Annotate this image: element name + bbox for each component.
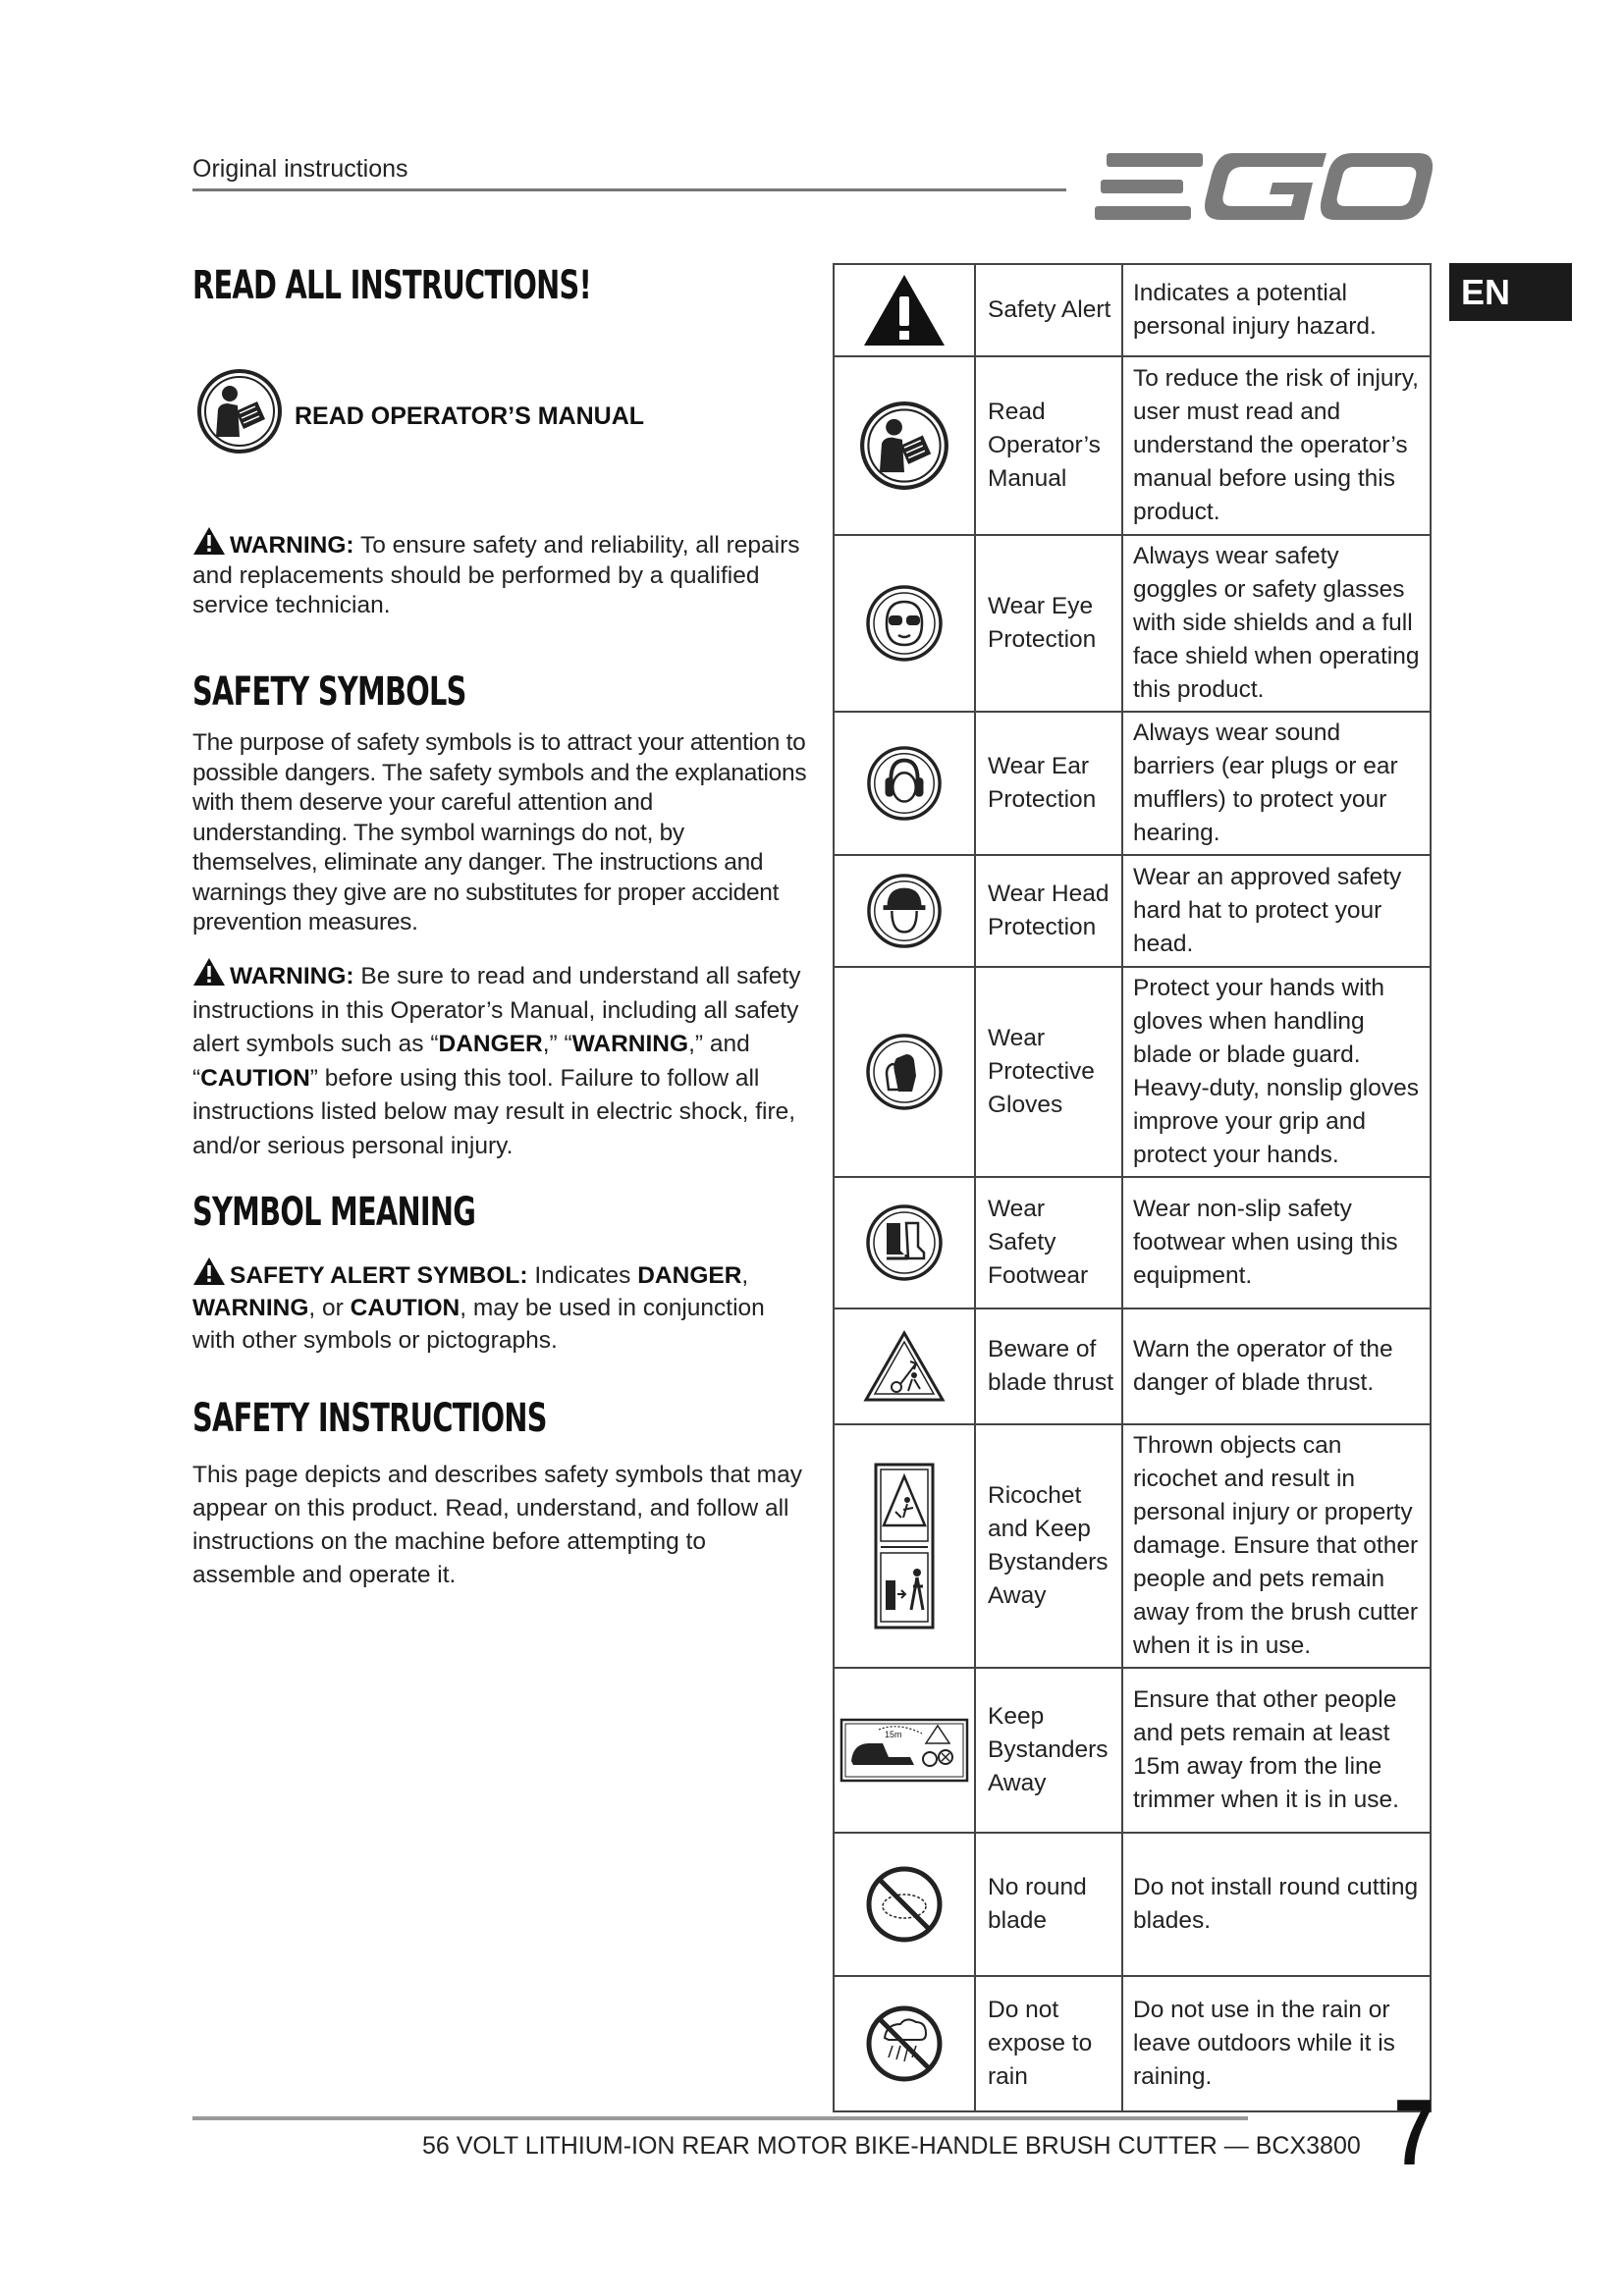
safety-symbols-paragraph: The purpose of safety symbols is to attract your attention to possible dangers. The safety symbols and the explanations with them deserve your careful attention and understanding. The symbol warnings do not, by themselves, eliminate any danger. The instructions and warnings they give are no substitutes for proper accident prevention measures. bbox=[192, 729, 807, 935]
table-row bbox=[834, 1976, 1431, 2111]
icon-cell bbox=[834, 264, 975, 356]
table-row bbox=[834, 1668, 1431, 1833]
symbol-meaning-part: , bbox=[741, 1262, 749, 1289]
symbol-name: Wear Ear Protection bbox=[975, 712, 1122, 855]
warning-label: WARNING: bbox=[230, 963, 354, 989]
warning-text-part: ,” and “ bbox=[192, 1031, 750, 1092]
keep-away-icon bbox=[839, 1718, 969, 1783]
footer-text: 56 VOLT LITHIUM-ION REAR MOTOR BIKE-HANDLE BRUSH CUTTER — BCX3800 bbox=[422, 2132, 1361, 2160]
icon-cell bbox=[834, 1668, 975, 1833]
ricochet-icon bbox=[874, 1463, 935, 1629]
symbol-meaning-part: Indicates bbox=[527, 1262, 638, 1289]
ego-logo bbox=[1095, 147, 1434, 228]
header-text: Original instructions bbox=[192, 155, 408, 183]
warning-text-part: Be sure to read and understand all safety instructions in this Operator’s Manual, including all safety alert symbols such as “ bbox=[192, 963, 801, 1057]
warning-repairs bbox=[192, 526, 811, 621]
safety-alert-icon bbox=[862, 273, 947, 347]
symbol-name: Do not expose to rain bbox=[975, 1976, 1122, 2111]
icon-cell bbox=[834, 967, 975, 1177]
symbol-description: Thrown objects can ricochet and result in personal injury or property damage. Ensure that other people and pets remain away from the brush cutter when it is in use. bbox=[1122, 1424, 1431, 1668]
icon-cell bbox=[834, 1308, 975, 1424]
read-manual-icon bbox=[859, 400, 949, 491]
symbol-description: Protect your hands with gloves when handling blade or blade guard. Heavy-duty, nonslip gloves improve your grip and protect your hands. bbox=[1122, 967, 1431, 1177]
caution-term: CAUTION bbox=[200, 1064, 310, 1092]
icon-cell bbox=[834, 1833, 975, 1976]
icon-cell bbox=[834, 1976, 975, 2111]
warning-text-part: ,” “ bbox=[542, 1031, 572, 1057]
symbol-description: Wear non-slip safety footwear when using this equipment. bbox=[1122, 1177, 1431, 1308]
gloves-icon bbox=[865, 1033, 944, 1111]
symbol-name: Wear Head Protection bbox=[975, 855, 1122, 967]
logo-text: EGO bbox=[1095, 147, 1098, 148]
symbol-meaning-part: , or bbox=[308, 1295, 351, 1321]
table-row bbox=[834, 1308, 1431, 1424]
icon-cell bbox=[834, 855, 975, 967]
warning-triangle-icon bbox=[192, 526, 226, 556]
symbol-name: Wear Safety Footwear bbox=[975, 1177, 1122, 1308]
symbol-name: Wear Eye Protection bbox=[975, 535, 1122, 712]
read-manual-label: READ OPERATOR’S MANUAL bbox=[295, 402, 645, 430]
symbol-description: Do not install round cutting blades. bbox=[1122, 1833, 1431, 1976]
safety-instructions-heading: SAFETY INSTRUCTIONS bbox=[192, 1396, 547, 1441]
symbol-description: Wear an approved safety hard hat to protect your head. bbox=[1122, 855, 1431, 967]
language-tab: EN bbox=[1449, 263, 1572, 321]
symbol-meaning-heading: SYMBOL MEANING bbox=[192, 1190, 476, 1235]
caution-term: CAUTION bbox=[350, 1295, 460, 1321]
icon-cell bbox=[834, 1424, 975, 1668]
symbol-description: Ensure that other people and pets remain at least 15m away from the line trimmer when it is in use. bbox=[1122, 1668, 1431, 1833]
symbol-description: To reduce the risk of injury, user must read and understand the operator’s manual before using this product. bbox=[1122, 356, 1431, 535]
table-row bbox=[834, 1424, 1431, 1668]
safety-symbols-heading: SAFETY SYMBOLS bbox=[192, 669, 466, 715]
symbol-description: Do not use in the rain or leave outdoors while it is raining. bbox=[1122, 1976, 1431, 2111]
no-round-blade-icon bbox=[865, 1865, 944, 1944]
icon-cell bbox=[834, 535, 975, 712]
table-row bbox=[834, 967, 1431, 1177]
no-rain-icon bbox=[865, 2004, 944, 2083]
symbol-meaning-part: , may be used in conjunction with other symbols or pictographs. bbox=[192, 1295, 765, 1354]
warning-text-part: ” before using this tool. Failure to follow all instructions listed below may result in electric shock, fire, and/or serious personal injury. bbox=[192, 1064, 796, 1159]
warning-triangle-icon bbox=[192, 1256, 226, 1286]
header-rule bbox=[192, 188, 1066, 191]
symbol-name: Ricochet and Keep Bystanders Away bbox=[975, 1424, 1122, 1668]
table-row bbox=[834, 356, 1431, 535]
symbol-description: Always wear sound barriers (ear plugs or ear mufflers) to protect your hearing. bbox=[1122, 712, 1431, 855]
read-manual-icon bbox=[196, 368, 283, 454]
footwear-icon bbox=[865, 1203, 944, 1282]
warning-label: WARNING: bbox=[230, 532, 354, 559]
symbol-description: Warn the operator of the danger of blade thrust. bbox=[1122, 1308, 1431, 1424]
safety-symbols-table bbox=[833, 263, 1432, 2112]
footer-rule bbox=[192, 2116, 1248, 2120]
symbol-name: Beware of blade thrust bbox=[975, 1308, 1122, 1424]
ear-protection-icon bbox=[866, 745, 943, 822]
safety-instructions-paragraph: This page depicts and describes safety symbols that may appear on this product. Read, understand, and follow all instructions on the machine before attempting to assemble and operate it. bbox=[192, 1462, 802, 1588]
eye-protection-icon bbox=[865, 584, 944, 663]
table-row bbox=[834, 535, 1431, 712]
warning-term: WARNING bbox=[192, 1295, 309, 1321]
page-number: 7 bbox=[1394, 2080, 1435, 2185]
warning-read-instructions bbox=[192, 957, 811, 1163]
symbol-name: Safety Alert bbox=[975, 264, 1122, 356]
icon-cell bbox=[834, 1177, 975, 1308]
warning-text: To ensure safety and reliability, all repairs and replacements should be performed by a qualified service technician. bbox=[192, 532, 800, 618]
symbol-description: Indicates a potential personal injury hazard. bbox=[1122, 264, 1431, 356]
table-row bbox=[834, 264, 1431, 356]
blade-thrust-icon bbox=[863, 1330, 946, 1403]
icon-cell bbox=[834, 356, 975, 535]
head-protection-icon bbox=[866, 873, 943, 949]
table-row bbox=[834, 1833, 1431, 1976]
read-all-heading: READ ALL INSTRUCTIONS! bbox=[192, 263, 591, 308]
symbol-name: Keep Bystanders Away bbox=[975, 1668, 1122, 1833]
distance-label: 15m bbox=[885, 1730, 902, 1739]
symbol-meaning-text bbox=[192, 1256, 811, 1357]
table-row bbox=[834, 855, 1431, 967]
danger-term: DANGER bbox=[637, 1262, 742, 1289]
warning-triangle-icon bbox=[192, 957, 226, 987]
symbol-name: No round blade bbox=[975, 1833, 1122, 1976]
table-row bbox=[834, 1177, 1431, 1308]
icon-cell bbox=[834, 712, 975, 855]
safety-alert-symbol-label: SAFETY ALERT SYMBOL: bbox=[230, 1262, 528, 1289]
symbol-name: Wear Protective Gloves bbox=[975, 967, 1122, 1177]
symbol-name: Read Operator’s Manual bbox=[975, 356, 1122, 535]
danger-term: DANGER bbox=[438, 1031, 543, 1057]
table-row bbox=[834, 712, 1431, 855]
warning-term: WARNING bbox=[571, 1031, 689, 1057]
symbol-description: Always wear safety goggles or safety glasses with side shields and a full face shield when operating this product. bbox=[1122, 535, 1431, 712]
